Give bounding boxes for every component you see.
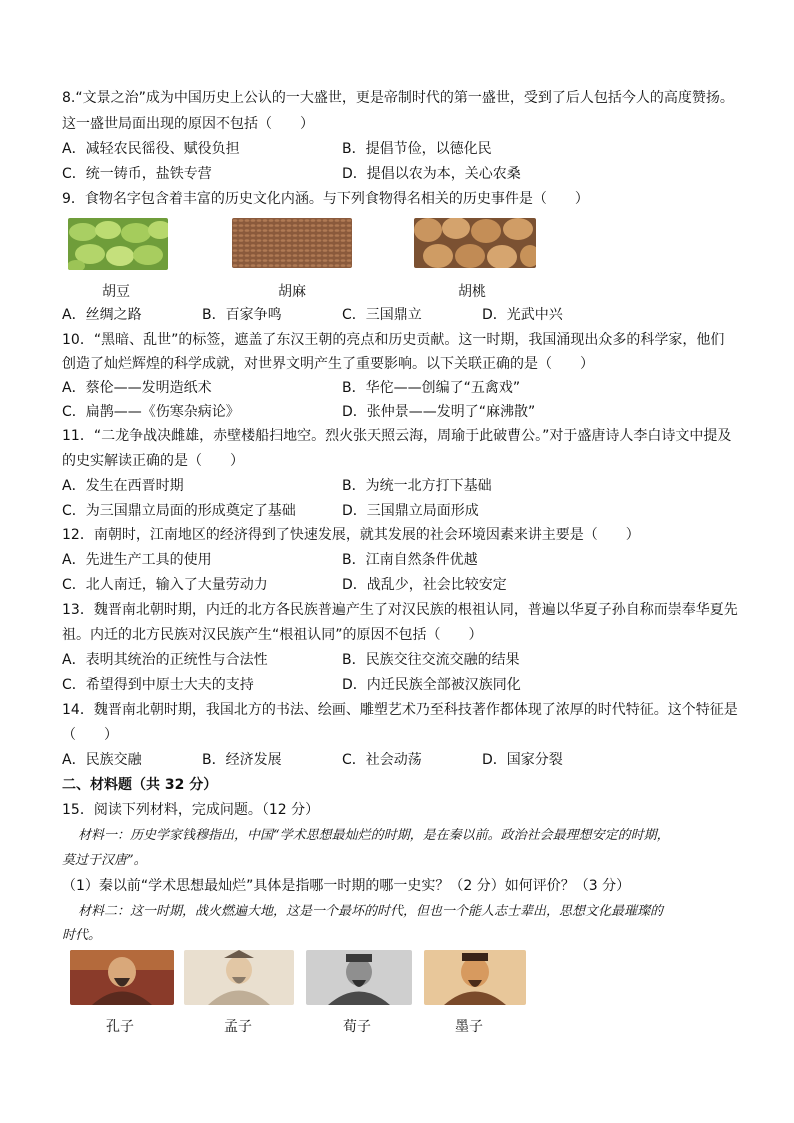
q8-stem-line1: 8.“文景之治”成为中国历史上公认的一大盛世，更是帝制时代的第一盛世，受到了后人包括今人的高度赞扬。: [62, 90, 734, 106]
q15-subquestion1: （1）秦以前“学术思想最灿烂”具体是指哪一时期的哪一史实？（2 分）如何评价？（3 分）: [62, 878, 631, 894]
q14-option-b[interactable]: B．经济发展: [202, 752, 282, 768]
q9-option-a[interactable]: A．丝绸之路: [62, 307, 142, 323]
mencius-portrait: [184, 950, 294, 1005]
q10-option-c[interactable]: C．扁鹊——《伤寒杂病论》: [62, 404, 240, 420]
q13-stem-line1: 13．魏晋南北朝时期，内迁的北方各民族普遍产生了对汉民族的根祖认同，普遍以华夏子孙自称而崇奉华夏先: [62, 602, 738, 618]
q13-option-d[interactable]: D．内迁民族全部被汉族同化: [342, 677, 521, 693]
caption-huma: 胡麻: [278, 284, 306, 300]
caption-xunzi: 荀子: [343, 1019, 371, 1035]
q12-option-c[interactable]: C．北人南迁，输入了大量劳动力: [62, 577, 268, 593]
q8-option-a[interactable]: A．减轻农民徭役、赋役负担: [62, 141, 240, 157]
walnut-image: [414, 218, 536, 268]
q10-stem-line2: 创造了灿烂辉煌的科学成就，对世界文明产生了重要影响。以下关联正确的是（ ）: [62, 356, 594, 372]
caption-mencius: 孟子: [224, 1019, 252, 1035]
q9-stem: 9．食物名字包含着丰富的历史文化内涵。与下列食物得名相关的历史事件是（ ）: [62, 191, 589, 207]
confucius-portrait: [70, 950, 174, 1005]
q8-stem-line2: 这一盛世局面出现的原因不包括（ ）: [62, 116, 314, 132]
xunzi-portrait: [306, 950, 412, 1005]
q11-option-d[interactable]: D．三国鼎立局面形成: [342, 503, 479, 519]
q10-option-b[interactable]: B．华佗——创编了“五禽戏”: [342, 380, 521, 396]
q9-option-b[interactable]: B．百家争鸣: [202, 307, 282, 323]
q15-material2-line2: 时代。: [62, 928, 102, 943]
q13-option-a[interactable]: A．表明其统治的正统性与合法性: [62, 652, 268, 668]
q14-option-d[interactable]: D．国家分裂: [482, 752, 563, 768]
q8-option-c[interactable]: C．统一铸币，盐铁专营: [62, 166, 212, 182]
q11-option-c[interactable]: C．为三国鼎立局面的形成奠定了基础: [62, 503, 296, 519]
caption-mozi: 墨子: [455, 1019, 483, 1035]
q9-option-d[interactable]: D．光武中兴: [482, 307, 563, 323]
q9-option-c[interactable]: C．三国鼎立: [342, 307, 422, 323]
q15-stem: 15．阅读下列材料，完成问题。（12 分）: [62, 802, 320, 818]
q14-stem-line1: 14．魏晋南北朝时期，我国北方的书法、绘画、雕塑艺术乃至科技著作都体现了浓厚的时代特征。这个特征是: [62, 702, 738, 718]
sesame-image: [232, 218, 352, 268]
q15-material1-line2: 莫过于汉唐”。: [62, 853, 147, 868]
q12-option-a[interactable]: A．先进生产工具的使用: [62, 552, 212, 568]
caption-hudou: 胡豆: [102, 284, 130, 300]
q13-option-c[interactable]: C．希望得到中原士大夫的支持: [62, 677, 254, 693]
q12-stem: 12．南朝时，江南地区的经济得到了快速发展，就其发展的社会环境因素来讲主要是（ ）: [62, 527, 640, 543]
q10-option-d[interactable]: D．张仲景——发明了“麻沸散”: [342, 404, 536, 420]
q10-stem-line1: 10．“黑暗、乱世”的标签，遮盖了东汉王朝的亮点和历史贡献。这一时期，我国涌现出众多的科学家，他们: [62, 332, 725, 348]
q11-option-b[interactable]: B．为统一北方打下基础: [342, 478, 492, 494]
q14-option-a[interactable]: A．民族交融: [62, 752, 142, 768]
q15-material2-line1: 材料二：这一时期，战火燃遍大地，这是一个最坏的时代，但也一个能人志士辈出，思想文化最璀璨的: [78, 904, 664, 919]
q15-material1-line1: 材料一：历史学家钱穆指出，中国“学术思想最灿烂的时期，是在秦以前。政治社会最理想安定的时期，: [78, 828, 670, 843]
q13-option-b[interactable]: B．民族交往交流交融的结果: [342, 652, 520, 668]
q12-option-b[interactable]: B．江南自然条件优越: [342, 552, 478, 568]
q10-option-a[interactable]: A．蔡伦——发明造纸术: [62, 380, 212, 396]
q8-option-b[interactable]: B．提倡节俭，以德化民: [342, 141, 492, 157]
q12-option-d[interactable]: D．战乱少，社会比较安定: [342, 577, 507, 593]
caption-confucius: 孔子: [106, 1019, 134, 1035]
q8-option-d[interactable]: D．提倡以农为本，关心农桑: [342, 166, 521, 182]
q11-stem-line2: 的史实解读正确的是（ ）: [62, 453, 244, 469]
q11-option-a[interactable]: A．发生在西晋时期: [62, 478, 184, 494]
caption-hutao: 胡桃: [458, 284, 486, 300]
q14-option-c[interactable]: C．社会动荡: [342, 752, 422, 768]
section-title-materials: 二、材料题（共 32 分）: [62, 777, 218, 793]
mozi-portrait: [424, 950, 526, 1005]
broad-bean-image: [68, 218, 168, 270]
q11-stem-line1: 11．“二龙争战决雌雄，赤壁楼船扫地空。烈火张天照云海，周瑜于此破曹公。”对于盛唐诗人李白诗文中提及: [62, 428, 732, 444]
q14-stem-line2: （ ）: [62, 727, 118, 743]
q13-stem-line2: 祖。内迁的北方民族对汉民族产生“根祖认同”的原因不包括（ ）: [62, 627, 483, 643]
